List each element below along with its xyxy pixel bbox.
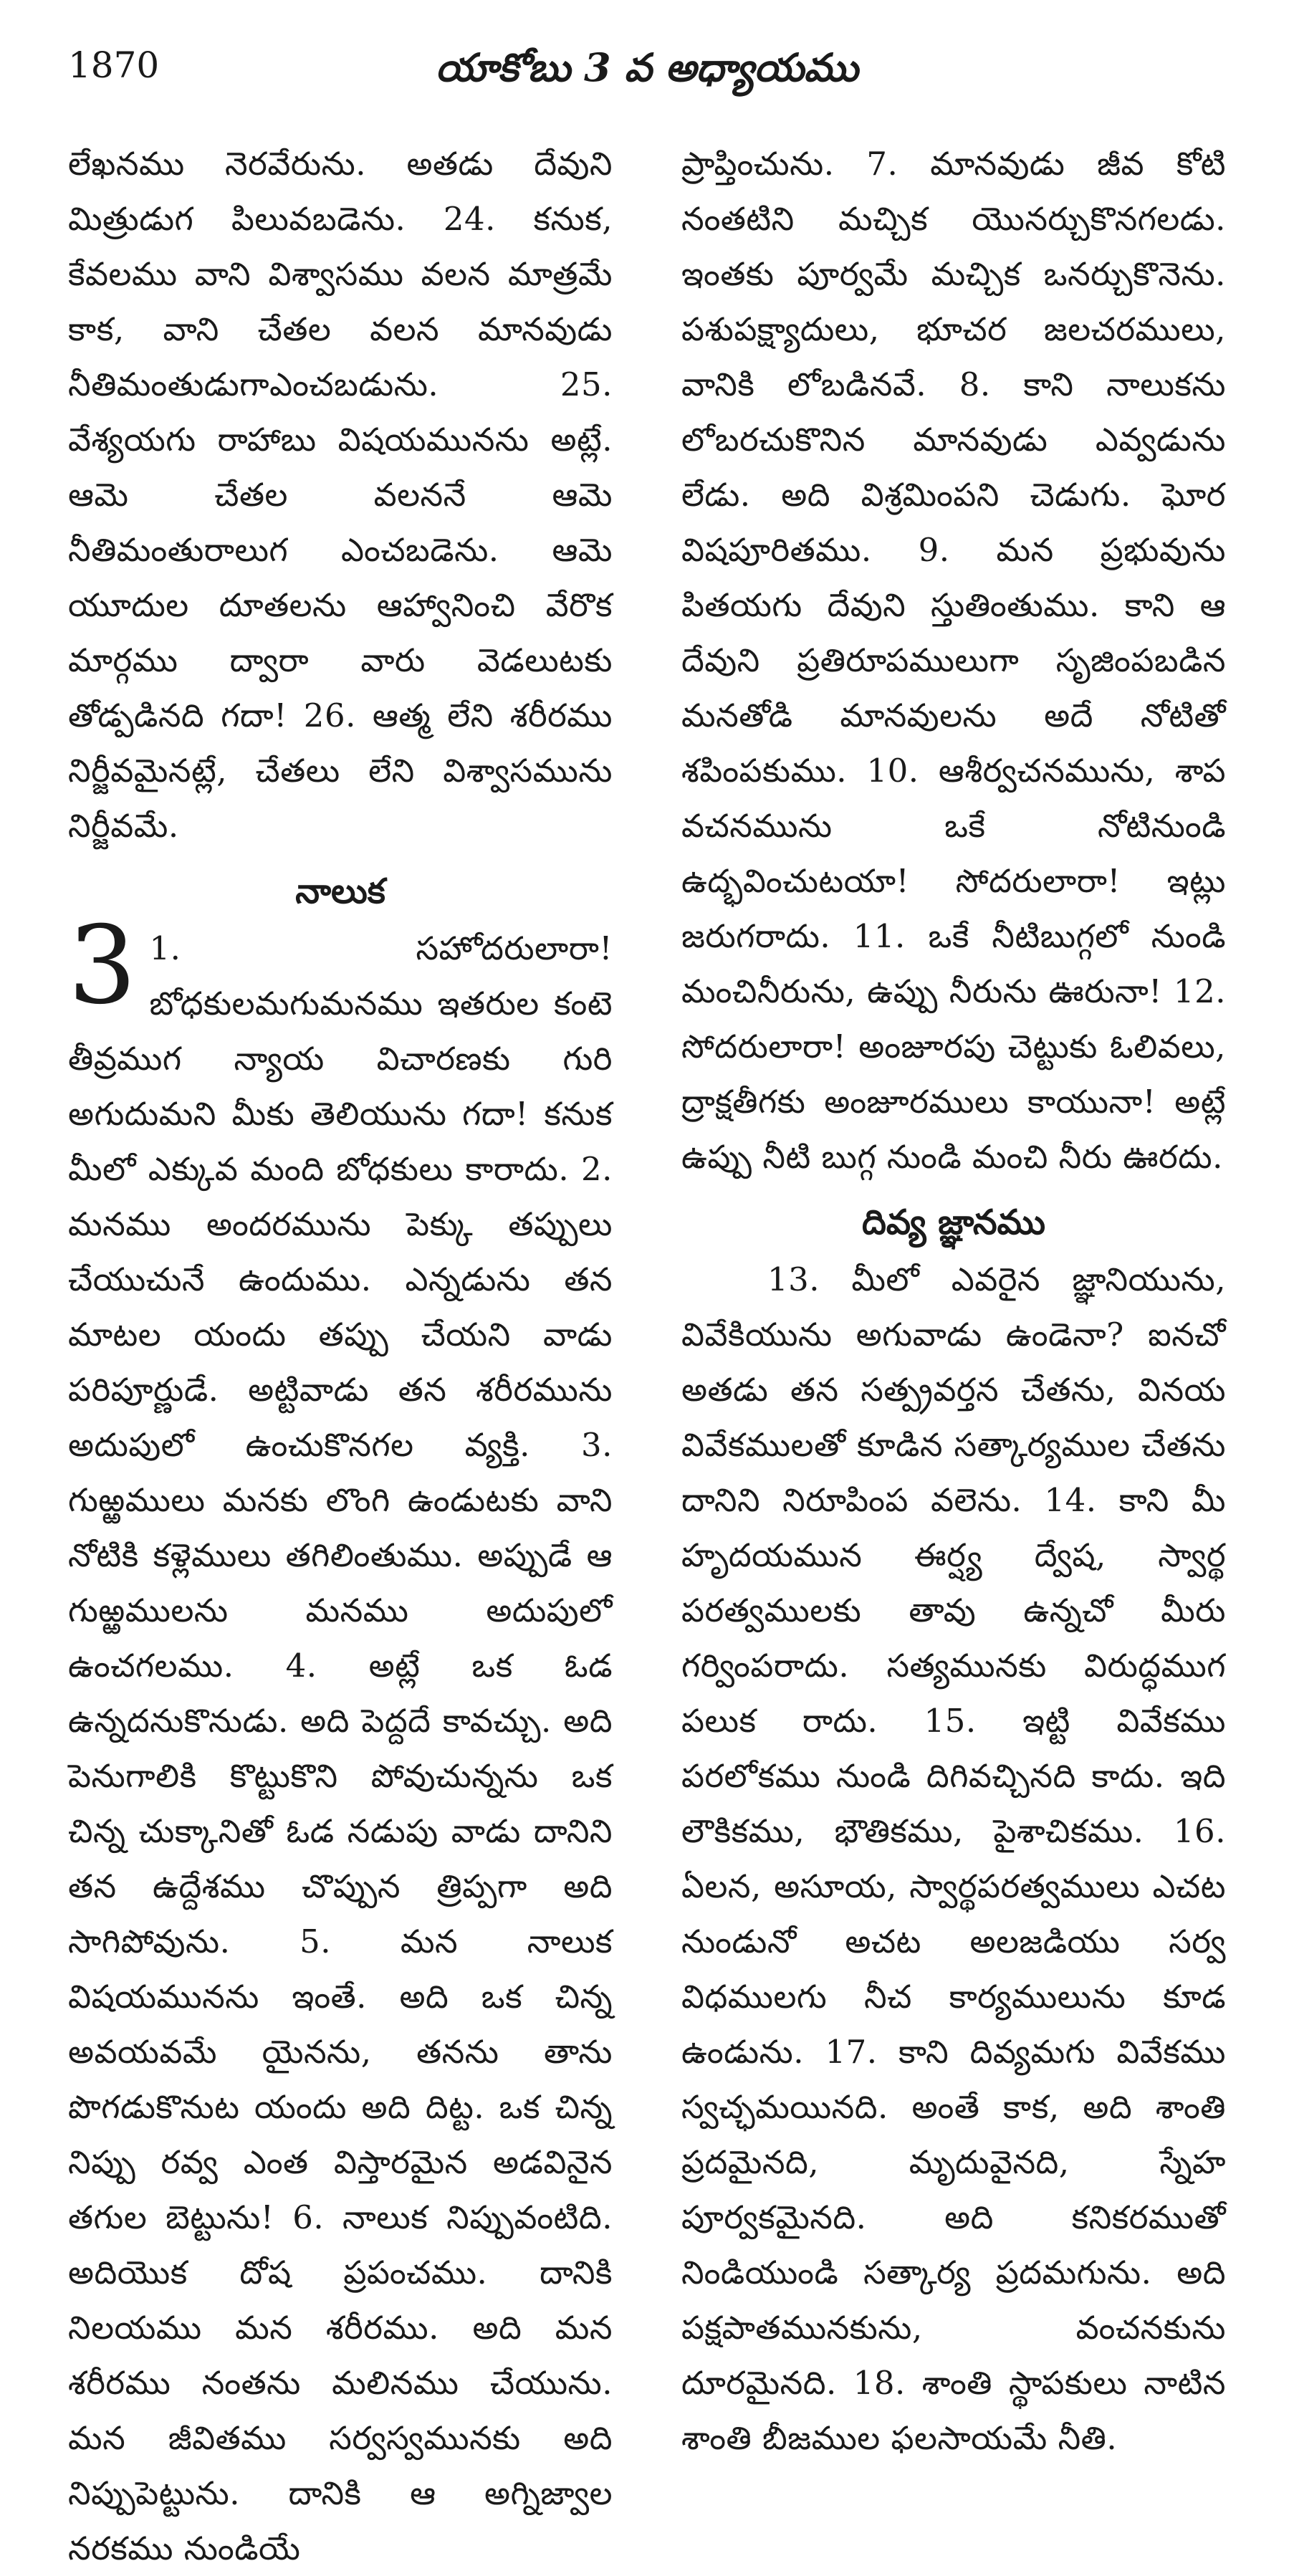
- left-column: [68, 136, 613, 2567]
- section-heading-divine-wisdom: దివ్య జ్ఞానము: [862, 1202, 1045, 1242]
- left-paragraph-1: లేఖనము నెరవేరును. అతడు దేవుని మిత్రుడుగ పిలువబడెను. 24. కనుక, కేవలము వాని విశ్వాసము వలన మాత్రమే కాక, వాని చేతల వలన మానవుడు నీతిమంతుడుగాఎంచబడును. 25. వేశ్యయగు రాహాబు విషయమునను అట్లే. ఆమె చేతల వలననే ఆమె నీతిమంతురాలుగ ఎంచబడెను. ఆమె యూదుల దూతలను ఆహ్వానించి వేరొక మార్గము ద్వారా వారు వెడలుటకు తోడ్పడినది గదా! 26. ఆత్మ లేని శరీరము నిర్జీవమైనట్లే, చేతలు లేని విశ్వాసమును నిర్జీవమే.: [68, 145, 613, 845]
- chapter-number: 3: [68, 904, 137, 1028]
- right-paragraph-2: 13. మీలో ఎవరైన జ్ఞానియును, వివేకియును అగువాడు ఉండెనా? ఐనచో అతడు తన సత్ప్రవర్తన చేతను, వినయ వివేకములతో కూడిన సత్కార్యముల చేతను దానిని నిరూపింప వలెను. 14. కాని మీ హృదయమున ఈర్ష్య ద్వేష, స్వార్థ పరత్వములకు తావు ఉన్నచో మీరు గర్వింపరాదు. సత్యమునకు విరుద్ధముగ పలుక రాదు. 15. ఇట్టి వివేకము పరలోకము నుండి దిగివచ్చినది కాదు. ఇది లౌకికము, భౌతికము, పైశాచికము. 16. ఏలన, అసూయ, స్వార్థపరత్వములు ఎచట నుండునో అచట అలజడియు సర్వ విధములగు నీచ కార్యములును కూడ ఉండును. 17. కాని దివ్యమగు వివేకము స్వచ్ఛమయినది. అంతే కాక, అది శాంతి ప్రదమైనది, మృదువైనది, స్నేహ పూర్వకమైనది. అది కనికరముతో నిండియుండి సత్కార్య ప్రదమగును. అది పక్షపాతమునకును, వంచనకును దూరమైనది. 18. శాంతి స్థాపకులు నాటిన శాంతి బీజముల ఫలసాయమే నీతి.: [681, 1260, 1226, 2457]
- running-title: యాకోబు 3 వ అధ్యాయము: [436, 44, 858, 90]
- text-columns: [68, 136, 1226, 2567]
- section-heading-tongue: నాలుక: [295, 871, 385, 911]
- right-paragraph-1: ప్రాప్తించును. 7. మానవుడు జీవ కోటి నంతటిని మచ్చిక యొనర్చుకొనగలడు. ఇంతకు పూర్వమే మచ్చిక ఒనర్చుకొనెను. పశుపక్ష్యాదులు, భూచర జలచరములు, వానికి లోబడినవే. 8. కాని నాలుకను లోబరచుకొనిన మానవుడు ఎవ్వడును లేడు. అది విశ్రమింపని చెడుగు. ఘోర విషపూరితము. 9. మన ప్రభువును పితయగు దేవుని స్తుతింతుము. కాని ఆ దేవుని ప్రతిరూపములుగా సృజింపబడిన మనతోడి మానవులను అదే నోటితో శపింపకుము. 10. ఆశీర్వచనమును, శాప వచనమును ఒకే నోటినుండి ఉద్భవించుటయా! సోదరులారా! ఇట్లు జరుగరాదు. 11. ఒకే నీటిబుగ్గలో నుండి మంచినీరును, ఉప్పు నీరును ఊరునా! 12. సోదరులారా! అంజూరపు చెట్టుకు ఓలివలు, ద్రాక్షతీగకు అంజూరములు కాయునా! అట్లే ఉప్పు నీటి బుగ్గ నుండి మంచి నీరు ఊరదు.: [681, 145, 1226, 1176]
- page-header: [68, 34, 1226, 99]
- left-paragraph-2: 1. సహోదరులారా! బోధకులమగుమనము ఇతరుల కంటె తీవ్రముగ న్యాయ విచారణకు గురి అగుదుమని మీకు తెలియును గదా! కనుక మీలో ఎక్కువ మంది బోధకులు కారాదు. 2. మనము అందరమును పెక్కు తప్పులు చేయుచునే ఉందుము. ఎన్నడును తన మాటల యందు తప్పు చేయని వాడు పరిపూర్ణుడే. అట్టివాడు తన శరీరమును అదుపులో ఉంచుకొనగల వ్యక్తి. 3. గుఱ్ఱములు మనకు లొంగి ఉండుటకు వాని నోటికి కళ్లెములు తగిలింతుము. అప్పుడే ఆ గుఱ్ఱములను మనము అదుపులో ఉంచగలము. 4. అట్లే ఒక ఓడ ఉన్నదనుకొనుడు. అది పెద్దదే కావచ్చు. అది పెనుగాలికి కొట్టుకొని పోవుచున్నను ఒక చిన్న చుక్కానితో ఓడ నడుపు వాడు దానిని తన ఉద్దేశము చొప్పున త్రిప్పగా అది సాగిపోవును. 5. మన నాలుక విషయమునను ఇంతే. అది ఒక చిన్న అవయవమే యైనను, తనను తాను పొగడుకొనుట యందు అది దిట్ట. ఒక చిన్న నిప్పు రవ్వ ఎంత విస్తారమైన అడవినైన తగుల బెట్టును! 6. నాలుక నిప్పువంటిది. అదియొక దోష ప్రపంచము. దానికి నిలయము మన శరీరము. అది మన శరీరము నంతను మలినము చేయును. మన జీవితము సర్వస్వమునకు అది నిప్పుపెట్టును. దానికి ఆ అగ్నిజ్వాల నరకము నుండియే: [68, 929, 613, 2567]
- page-number: 1870: [68, 44, 160, 86]
- chapter-opening: [68, 904, 613, 2576]
- right-column: [681, 136, 1226, 2457]
